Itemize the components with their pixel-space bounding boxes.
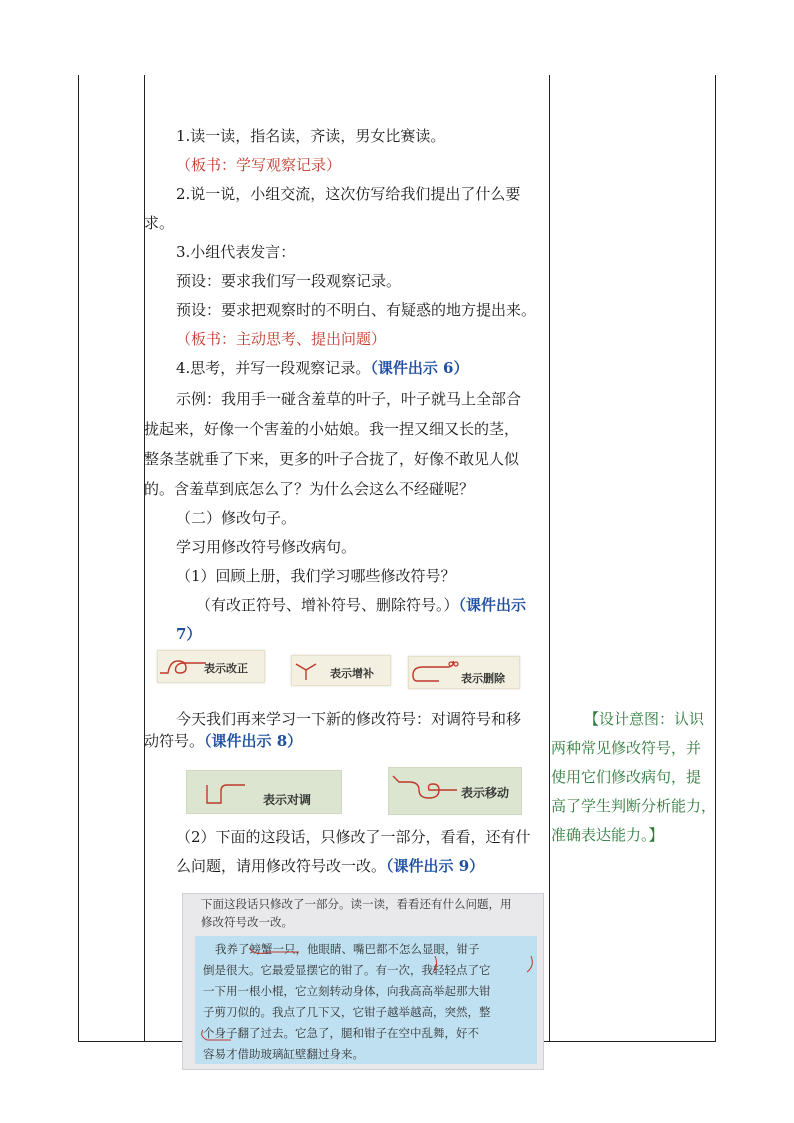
symbol-delete-label: 表示删除 <box>461 672 505 685</box>
symbol-add-label: 表示增补 <box>330 667 374 680</box>
answer-1 <box>196 595 526 615</box>
photo-correction-marks <box>195 936 537 1064</box>
table-border-left <box>78 75 79 1042</box>
courseware-6: （课件出示 6） <box>370 359 469 377</box>
symbol-delete-card <box>408 656 520 689</box>
step-discuss: 2.说一说，小组交流，这次仿写给我们提出了什么要 <box>176 185 521 203</box>
correct-symbol-icon <box>158 651 208 682</box>
symbol-add-card <box>291 655 391 686</box>
table-border-right <box>715 75 716 1042</box>
courseware-7: （课件出示 <box>458 596 527 614</box>
design-intent-1: 【设计意图：认识 <box>584 710 705 728</box>
question-2-cont <box>176 856 484 876</box>
photo-line-3: 一下用一根小棍，它立刻转动身体，向我高高举起那大钳 <box>203 984 491 998</box>
question-1: （1）回顾上册，我们学习哪些修改符号？ <box>176 567 456 585</box>
section-revise: （二）修改句子。 <box>176 509 297 527</box>
symbol-move-card <box>388 767 522 815</box>
design-intent-3: 使用它们修改病句，提 <box>551 768 702 786</box>
answer-1-text: （有改正符号、增补符号、删除符号。） <box>196 596 459 614</box>
photo-passage-box <box>195 936 537 1064</box>
delete-symbol-icon <box>409 657 459 688</box>
board-note-2: （板书：主动思考、提出问题） <box>176 330 387 348</box>
step-write <box>176 358 469 378</box>
symbol-correct-label: 表示改正 <box>204 662 248 675</box>
symbol-move-label: 表示移动 <box>461 786 510 800</box>
design-intent-5: 准确表达能力。】 <box>551 826 664 844</box>
example-3: 整条茎就垂了下来，更多的叶子合拢了，好像不敢见人似 <box>144 450 520 468</box>
example-4: 的。含羞草到底怎么了？为什么会这么不经碰呢？ <box>144 480 475 498</box>
symbol-swap-card <box>186 770 342 814</box>
photo-line-4: 子剪刀似的。我点了几下又，它钳子越举越高，突然，整 <box>203 1005 491 1019</box>
swap-symbol-icon <box>187 771 247 813</box>
new-symbols-text: 动符号。 <box>144 732 205 750</box>
question-2: （2）下面的这段话，只修改了一部分，看看，还有什 <box>176 828 531 846</box>
move-symbol-icon <box>389 768 459 814</box>
symbol-correct-card <box>157 650 265 683</box>
board-note-1: （板书：学写观察记录） <box>176 156 342 174</box>
photo-line-6: 容易才借助玻璃缸壁翻过身来。 <box>203 1047 364 1061</box>
photo-header-2: 修改符号改一改。 <box>201 915 293 929</box>
question-2-text: 么问题，请用修改符号改一改。 <box>176 857 387 875</box>
courseware-8: （课件出示 8） <box>204 732 303 750</box>
photo-line-5: 个身子翻了过去。它急了，腿和钳子在空中乱舞，好不 <box>203 1026 479 1040</box>
new-symbols-intro-cont <box>144 731 302 751</box>
courseware-9: （课件出示 9） <box>386 857 485 875</box>
photo-line-1: 我养了螃蟹一只，他眼睛、嘴巴都不怎么显眼，钳子 <box>215 942 480 956</box>
design-intent-2: 两种常见修改符号，并 <box>551 739 702 757</box>
photo-line-2: 倒是很大。它最爱显摆它的钳了。有一次，我轻轻点了它 <box>203 963 491 977</box>
symbol-swap-label: 表示对调 <box>263 793 312 807</box>
add-symbol-icon <box>292 656 332 685</box>
example-1: 示例：我用手一碰含羞草的叶子，叶子就马上全部合 <box>176 390 522 408</box>
photo-header-1: 下面这段话只修改了一部分。读一读，看看还有什么问题，用 <box>201 897 512 911</box>
courseware-7-cont: 7） <box>176 625 202 643</box>
textbook-exercise-photo <box>182 893 544 1070</box>
step-discuss-cont: 求。 <box>144 214 175 232</box>
example-2: 拢起来，好像一个害羞的小姑娘。我一捏又细又长的茎， <box>144 420 520 438</box>
design-intent-4: 高了学生判断分析能力， <box>551 797 717 815</box>
preset-1: 预设：要求我们写一段观察记录。 <box>176 272 402 290</box>
table-border-col2 <box>549 75 550 1042</box>
step-read: 1.读一读，指名读，齐读，男女比赛读。 <box>176 127 446 145</box>
step-present: 3.小组代表发言： <box>176 243 296 261</box>
new-symbols-intro: 今天我们再来学习一下新的修改符号：对调符号和移 <box>176 710 522 728</box>
preset-2: 预设：要求把观察时的不明白、有疑惑的地方提出来。 <box>176 301 537 319</box>
learn-symbols: 学习用修改符号修改病句。 <box>176 538 357 556</box>
step-write-text: 4.思考，并写一段观察记录。 <box>176 359 371 377</box>
